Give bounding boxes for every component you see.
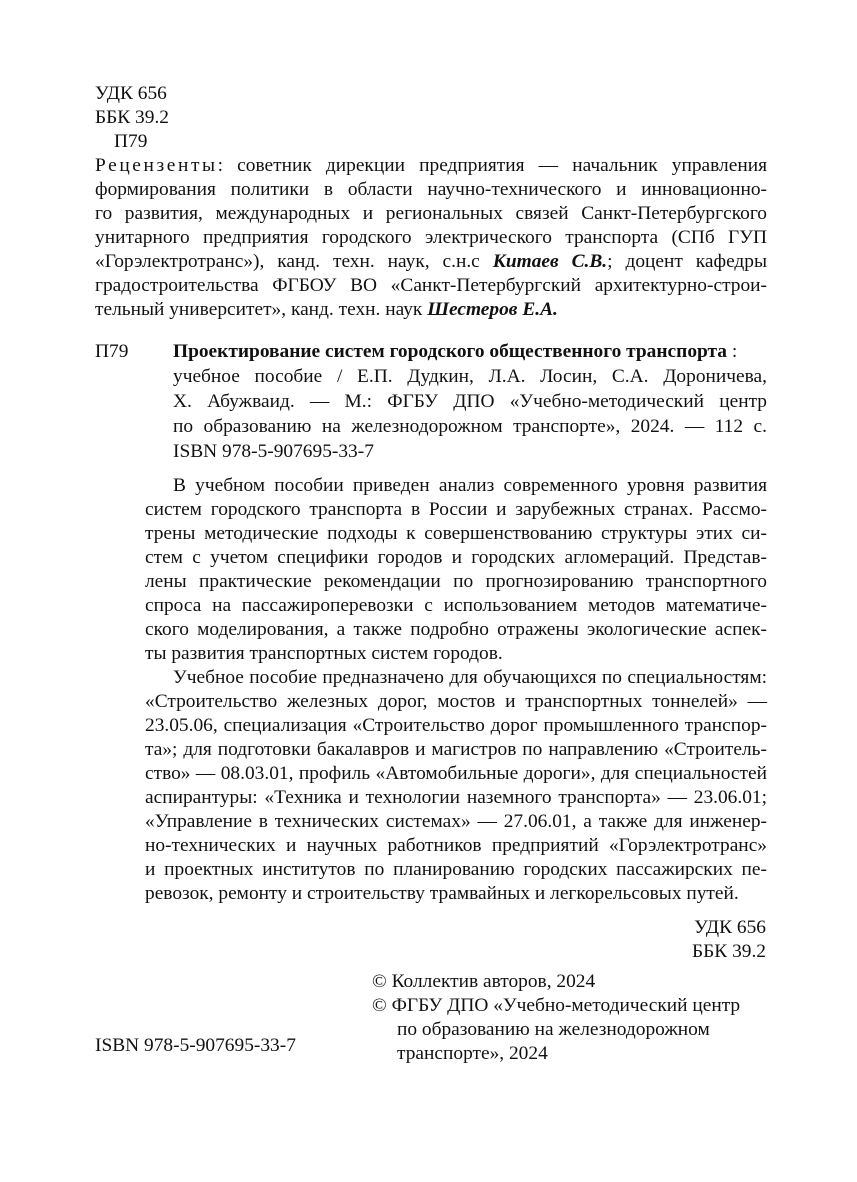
reviewers-line-7: тельный университет», канд. техн. наук Шестеров Е.А.	[95, 299, 558, 320]
reviewers-line-3: го развития, международных и региональных связей Санкт-Петербургского	[95, 203, 767, 224]
bib-line-4: по образованию на железнодорожном транспорте», 2024. — 112 с.	[173, 416, 767, 437]
abstract-p2-line-9: и проектных институтов по планированию городских пассажирских пе-	[145, 859, 767, 880]
bib-line-3: Х. Абужваид. — М.: ФГБУ ДПО «Учебно-методический центр	[173, 391, 767, 412]
abstract-p2-line-10: ревозок, ремонту и строительству трамвайных и легкорельсовых путей.	[145, 883, 739, 904]
copyright-publisher-line-3: транспорте», 2024	[397, 1043, 548, 1064]
bottom-isbn: ISBN 978-5-907695-33-7	[95, 1035, 296, 1056]
reviewer-2-name: Шестеров Е.А.	[427, 299, 558, 320]
abstract-p1-line-6: спроса на пассажироперевозки с использованием методов математиче-	[145, 595, 767, 616]
abstract-p2-line-1: Учебное пособие предназначено для обучающихся по специальностям:	[173, 667, 767, 688]
abstract-p2-line-3: 23.05.06, специализация «Строительство дорог промышленного транспор-	[145, 715, 767, 736]
book-title-line: Проектирование систем городского общественного транспорта :	[173, 341, 738, 362]
reviewer-1-name: Китаев С.В.	[492, 251, 608, 272]
footer-bbk-code: ББК 39.2	[692, 941, 766, 962]
reviewers-line-5: «Горэлектротранс»), канд. техн. наук, с.н.с Китаев С.В.; доцент кафедры	[95, 251, 768, 272]
reviewers-label: Рецензенты	[95, 155, 218, 176]
bbk-code: ББК 39.2	[95, 107, 169, 128]
reviewers-line-6: градостроительства ФГБОУ ВО «Санкт-Петербургский архитектурно-строи-	[95, 275, 767, 296]
footer-udk-code: УДК 656	[694, 917, 766, 938]
udk-code: УДК 656	[95, 83, 167, 104]
bib-sign: П79	[95, 341, 129, 362]
reviewers-line-1: Рецензенты: советник дирекции предприятия — начальник управления	[95, 155, 767, 176]
abstract-p1-line-2: систем городского транспорта в России и зарубежных странах. Рассмо-	[145, 499, 767, 520]
copyright-publisher: © ФГБУ ДПО «Учебно-методический центр	[372, 995, 741, 1016]
abstract-p2-line-5: ство» — 08.03.01, профиль «Автомобильные дороги», для специальностей	[145, 763, 767, 784]
bib-isbn: ISBN 978-5-907695-33-7	[173, 441, 374, 462]
abstract-p1-line-1: В учебном пособии приведен анализ современного уровня развития	[173, 475, 767, 496]
abstract-p1-line-7: ского моделирования, а также подробно отражены экологические аспек-	[145, 619, 767, 640]
reviewers-line-2: формирования политики в области научно-технического и инновационно-	[95, 179, 767, 200]
abstract-p1-line-5: лены практические рекомендации по прогнозированию транспортного	[145, 571, 767, 592]
copyright-publisher-line-2: по образованию на железнодорожном	[397, 1019, 710, 1040]
book-title: Проектирование систем городского общественного транспорта	[173, 341, 727, 362]
bib-line-2: учебное пособие / Е.П. Дудкин, Л.А. Лосин, С.А. Дороничева,	[173, 366, 767, 387]
abstract-p2-line-6: аспирантуры: «Техника и технологии наземного транспорта» — 23.06.01;	[145, 787, 767, 808]
abstract-p2-line-4: та»; для подготовки бакалавров и магистров по направлению «Строитель-	[145, 739, 767, 760]
abstract-p1-line-3: трены методические подходы к совершенствованию структуры этих си-	[145, 523, 767, 544]
copyright-authors: © Коллектив авторов, 2024	[372, 971, 596, 992]
author-sign: П79	[114, 131, 148, 152]
abstract-p2-line-8: но-технических и научных работников предприятий «Горэлектротранс»	[145, 835, 767, 856]
abstract-p1-line-8: ты развития транспортных систем городов.	[145, 643, 503, 664]
abstract-p1-line-4: стем с учетом специфики городов и городских агломераций. Представ-	[145, 547, 767, 568]
abstract-p2-line-2: «Строительство железных дорог, мостов и транспортных тоннелей» —	[145, 691, 767, 712]
reviewers-line-4: унитарного предприятия городского электрического транспорта (СПб ГУП	[95, 227, 767, 248]
abstract-p2-line-7: «Управление в технических системах» — 27.06.01, а также для инженер-	[145, 811, 767, 832]
